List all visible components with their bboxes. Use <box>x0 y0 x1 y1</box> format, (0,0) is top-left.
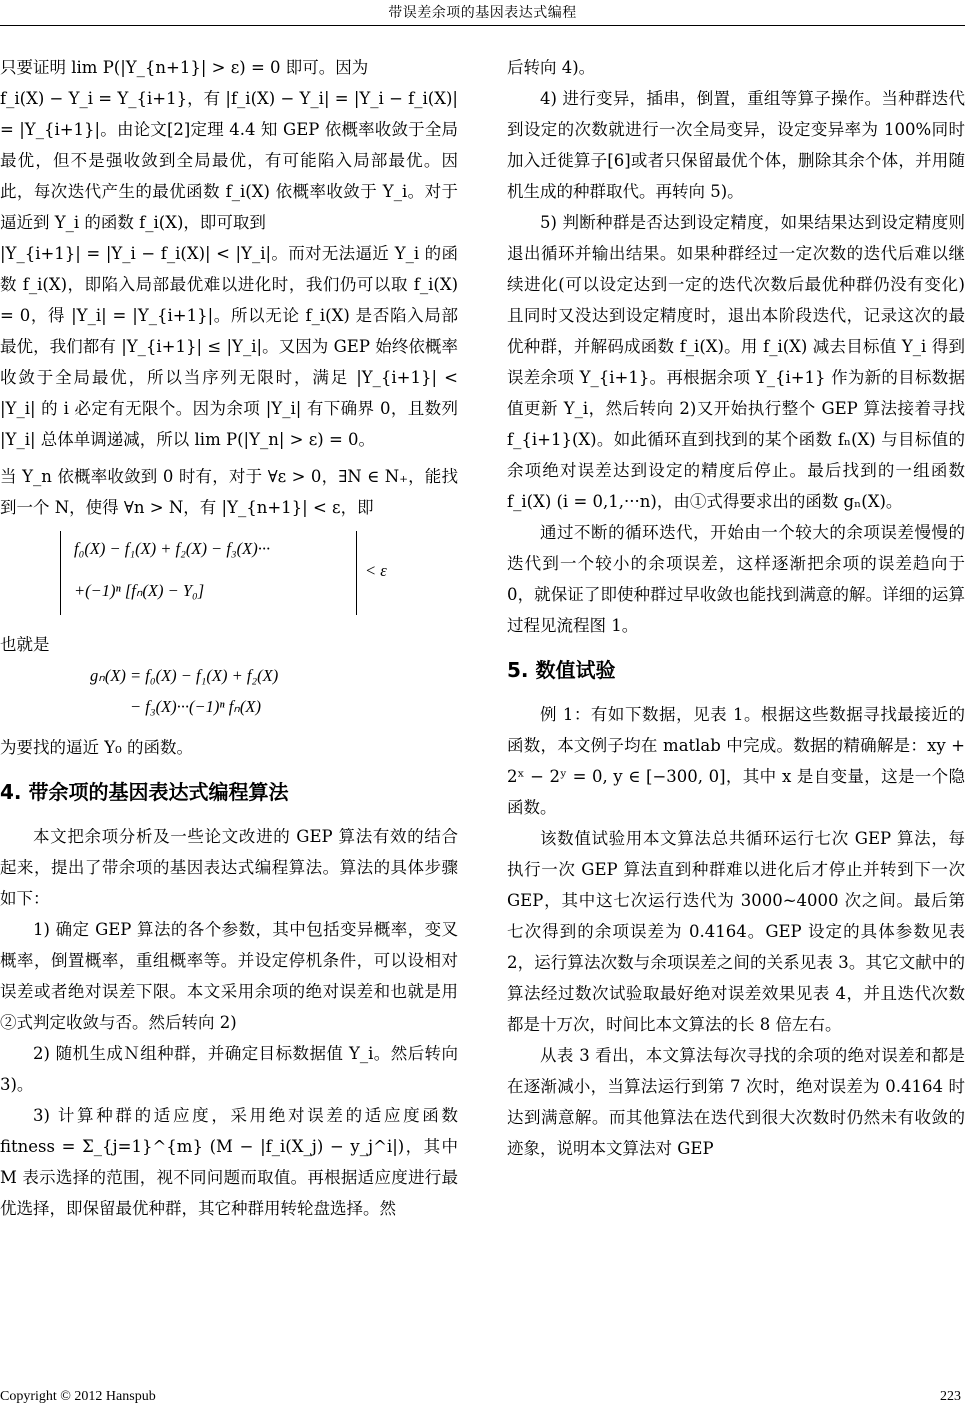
equation-line: +(−1)ⁿ [fₙ(X) − Y₀] <box>74 581 205 600</box>
page-number: 223 <box>940 1389 961 1404</box>
paragraph: 4) 进行变异，插串，倒置，重组等算子操作。当种群迭代到设定的次数就进行一次全局变异，设定变异率为 100%同时加入迁徙算子[6]或者只保留最优个体，删除其余个体，并用随机生成的种群取代。再转向 5)。 <box>507 89 965 201</box>
right-column <box>507 52 965 1164</box>
equation-rhs: < ε <box>365 561 387 580</box>
paragraph: 也就是 <box>0 635 50 654</box>
paragraph: 3) 计算种群的适应度，采用绝对误差的适应度函数 fitness = Σ_{j=1}^{m} (M − |f_i(X_j) − y_j^i|)，其中 M 表示选择的范围，视不同问题而取值。再根据适应度进行最优选择，即保留最优种群，其它种群用转轮盘选择。然 <box>0 1106 458 1218</box>
left-column <box>0 52 458 1224</box>
paragraph: 后转向 4)。 <box>507 58 596 77</box>
header-rule <box>0 25 965 26</box>
paragraph: 只要证明 lim P(|Y_{n+1}| > ε) = 0 即可。因为 <box>0 58 369 77</box>
copyright-footer: Copyright © 2012 Hanspub <box>0 1389 156 1404</box>
abs-bar-right <box>356 531 357 615</box>
paragraph: 为要找的逼近 Y₀ 的函数。 <box>0 738 193 757</box>
equation-block-1 <box>60 527 458 621</box>
paragraph: |Y_{i+1}| = |Y_i − f_i(X)| < |Y_i|。而对无法逼近 Y_i 的函数 f_i(X)，即陷入局部最优难以进化时，我们仍可以取 f_i(X) = 0，得 |Y_i| = |Y_{i+1}|。所以无论 f_i(X) 是否陷入局部最优，我们都有 |Y_{i+1}| ≤ |Y_i|。又因为 GEP 始终依概率收敛于全局最优，所以当序列无限时，满足 |Y_{i+1}| < |Y_i| 的 i 必定有无限个。因为余项 |Y_i| 有下确界 0，且数列 |Y_i| 总体单调递减，所以 lim P(|Y_n| > ε) = 0。 <box>0 244 458 449</box>
paragraph: 2) 随机生成Ｎ组种群，并确定目标数据值 Y_i。然后转向 3)。 <box>0 1044 458 1094</box>
section-heading: 4. 带余项的基因表达式编程算法 <box>0 780 289 804</box>
equation-line: f₀(X) − f₁(X) + f₂(X) − f₃(X)··· <box>74 539 271 558</box>
paragraph: 该数值试验用本文算法总共循环运行七次 GEP 算法，每执行一次 GEP 算法直到种群难以进化后才停止并转到下一次 GEP，其中这七次运行迭代为 3000~4000 次之间。最后第七次得到的余项误差为 0.4164。GEP 设定的具体参数见表 2，运行算法次数与余项误差之间的关系见表 3。其它文献中的算法经过数次试验取最好绝对误差效果见表 4，并且迭代次数都是十万次，时间比本文算法的长 8 倍左右。 <box>507 829 965 1034</box>
paragraph: f_i(X) − Y_i = Y_{i+1}，有 |f_i(X) − Y_i| = |Y_i − f_i(X)| = |Y_{i+1}|。由论文[2]定理 4.4 知 GEP 依概率收敛于全局最优，但不是强收敛到全局最优，有可能陷入局部最优。因此，每次迭代产生的最优函数 f_i(X) 依概率收敛于 Y_i。对于逼近到 Y_i 的函数 f_i(X)，即可取到 <box>0 89 458 232</box>
paragraph: 当 Y_n 依概率收敛到 0 时有，对于 ∀ε > 0，∃N ∈ N₊，能找到一个 N，使得 ∀n > N，有 |Y_{n+1}| < ε，即 <box>0 467 458 517</box>
paragraph: 从表 3 看出，本文算法每次寻找的余项的绝对误差和都是在逐渐减小，当算法运行到第 7 次时，绝对误差为 0.4164 时达到满意解。而其他算法在迭代到很大次数时仍然未有收敛的迹象，说明本文算法对 GEP <box>507 1046 965 1158</box>
section-heading: 5. 数值试验 <box>507 658 616 682</box>
paragraph: 通过不断的循环迭代，开始由一个较大的余项误差慢慢的迭代到一个较小的余项误差，这样逐渐把余项的误差趋向于 0，就保证了即使种群过早收敛也能找到满意的解。详细的运算过程见流程图 1。 <box>507 523 965 635</box>
equation-line: − f₃(X)···(−1)ⁿ fₙ(X) <box>130 697 261 716</box>
paragraph: 本文把余项分析及一些论文改进的 GEP 算法有效的结合起来，提出了带余项的基因表达式编程算法。算法的具体步骤如下： <box>0 827 458 908</box>
abs-bar-left <box>60 531 61 615</box>
paragraph: 1) 确定 GEP 算法的各个参数，其中包括变异概率，变叉概率，倒置概率，重组概率等。并设定停机条件，可以设相对误差或者绝对误差下限。本文采用余项的绝对误差和也就是用②式判定收敛与否。然后转向 2) <box>0 920 458 1032</box>
running-header: 带误差余项的基因表达式编程 <box>388 5 577 21</box>
paragraph: 5) 判断种群是否达到设定精度，如果结果达到设定精度则退出循环并输出结果。如果种群经过一定次数的迭代后难以继续进化(可以设定达到一定的迭代次数后最优种群仍没有变化)且同时又没达到设定精度时，退出本阶段迭代，记录这次的最优种群，并解码成函数 f_i(X)。用 f_i(X) 减去目标值 Y_i 得到误差余项 Y_{i+1}。再根据余项 Y_{i+1} 作为新的目标数据值更新 Y_i，然后转向 2)又开始执行整个 GEP 算法接着寻找 f_{i+1}(X)。如此循环直到找到的某个函数 fₙ(X) 与目标值的余项绝对误差达到设定的精度后停止。最后找到的一组函数 f_i(X) (i = 0,1,···n)，由①式得要求出的函数 gₙ(X)。 <box>507 213 965 511</box>
paragraph: 例 1：有如下数据，见表 1。根据这些数据寻找最接近的函数，本文例子均在 matlab 中完成。数据的精确解是：xy + 2ˣ − 2ʸ = 0, y ∈ [−300, 0]，其中 x 是自变量，这是一个隐函数。 <box>507 705 965 817</box>
equation-line: gₙ(X) = f₀(X) − f₁(X) + f₂(X) <box>90 666 279 685</box>
